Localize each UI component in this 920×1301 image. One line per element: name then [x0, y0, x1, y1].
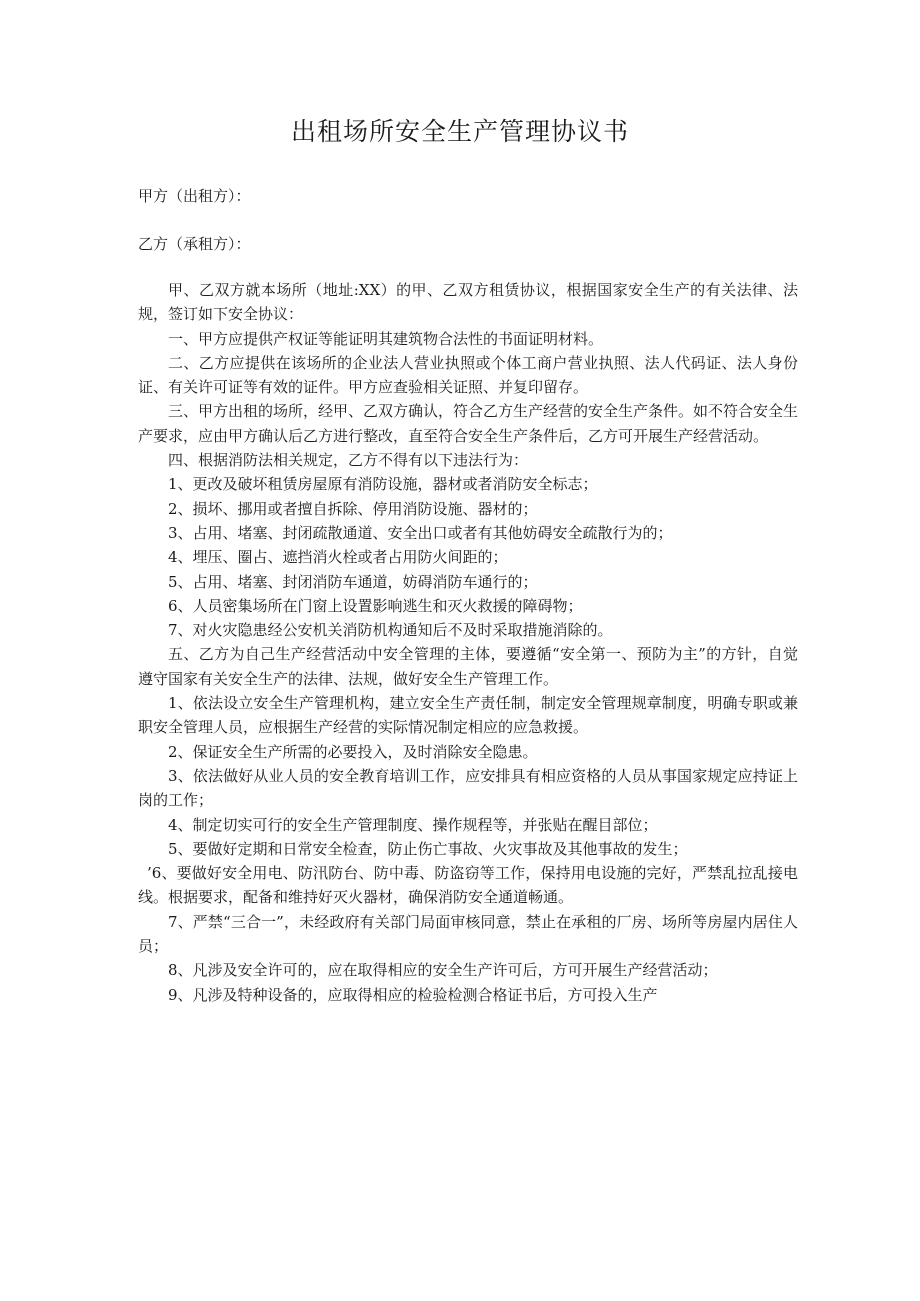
clause-5-item-7: 7、严禁“三合一”，未经政府有关部门局面审核同意，禁止在承租的厂房、场所等房屋内居住人员；	[138, 912, 798, 956]
clause-4: 四、根据消防法相关规定，乙方不得有以下违法行为：	[168, 451, 529, 470]
clause-5: 五、乙方为自己生产经营活动中安全管理的主体，要遵循“安全第一、预防为主”的方针，自觉遵守国家有关安全生产的法律、法规，做好安全生产管理工作。	[138, 645, 798, 688]
clause-4-item-5: 5、占用、堵塞、封闭消防车通道，妨碍消防车通行的；	[168, 572, 538, 591]
clause-4-item-1: 1、更改及破坏租赁房屋原有消防设施，器材或者消防安全标志；	[168, 475, 598, 494]
clause-3: 三、甲方出租的场所，经甲、乙双方确认，符合乙方生产经营的安全生产条件。如不符合安全生产要求，应由甲方确认后乙方进行整改，直至符合安全生产条件后，乙方可开展生产经营活动。	[138, 402, 799, 445]
clause-5-item-3: 3、依法做好从业人员的安全教育培训工作，应安排具有相应资格的人员从事国家规定应持证上岗的工作；	[138, 766, 798, 810]
clause-5-item-2: 2、保证安全生产所需的必要投入，及时消除安全隐患。	[168, 742, 538, 761]
clause-5-item-8: 8、凡涉及安全许可的，应在取得相应的安全生产许可后，方可开展生产经营活动；	[168, 961, 718, 980]
clause-5-item-4: 4、制定切实可行的安全生产管理制度、操作规程等，并张贴在醒目部位；	[168, 815, 658, 834]
intro-paragraph: 甲、乙双方就本场所（地址:XX）的甲、乙双方租赁协议，根据国家安全生产的有关法律、法规，签订如下安全协议：	[138, 281, 798, 324]
clause-4-item-7: 7、对火灾隐患经公安机关消防机构通知后不及时采取措施消除的。	[168, 621, 613, 640]
document-title: 出租场所安全生产管理协议书	[290, 117, 629, 146]
clause-4-item-6: 6、人员密集场所在门窗上设置影响逃生和灭火救援的障碍物；	[168, 596, 583, 615]
clause-5-item-1: 1、依法设立安全生产管理机构，建立安全生产责任制，制定安全管理规章制度，明确专职或兼职安全管理人员，应根据生产经营的实际情况制定相应的应急救援。	[138, 694, 798, 737]
party-b-line: 乙方（承租方）：	[138, 235, 251, 253]
clause-4-item-4: 4、埋压、圈占、遮挡消火栓或者占用防火间距的；	[168, 548, 508, 567]
clause-2: 二、乙方应提供在该场所的企业法人营业执照或个体工商户营业执照、法人代码证、法人身份证、有关许可证等有效的证件。甲方应查验相关证照、并复印留存。	[138, 353, 798, 397]
clause-5-item-9: 9、凡涉及特种设备的，应取得相应的检验检测合格证书后，方可投入生产	[168, 985, 658, 1004]
agreement-body	[138, 278, 798, 1007]
clause-4-item-3: 3、占用、堵塞、封闭疏散通道、安全出口或者有其他妨碍安全疏散行为的；	[168, 523, 673, 542]
clause-4-item-2: 2、损坏、挪用或者擅自拆除、停用消防设施、器材的；	[168, 499, 538, 518]
clause-5-item-5: 5、要做好定期和日常安全检查，防止伤亡事故、火灾事故及其他事故的发生；	[168, 839, 688, 858]
clause-5-item-6: ’6、要做好安全用电、防汛防台、防中毒、防盗窃等工作，保持用电设施的完好，严禁乱拉乱接电线。根据要求，配备和维持好灭火器材，确保消防安全通道畅通。	[138, 864, 798, 907]
clause-1: 一、甲方应提供产权证等能证明其建筑物合法性的书面证明材料。	[168, 329, 604, 348]
party-a-line: 甲方（出租方）：	[138, 187, 251, 205]
